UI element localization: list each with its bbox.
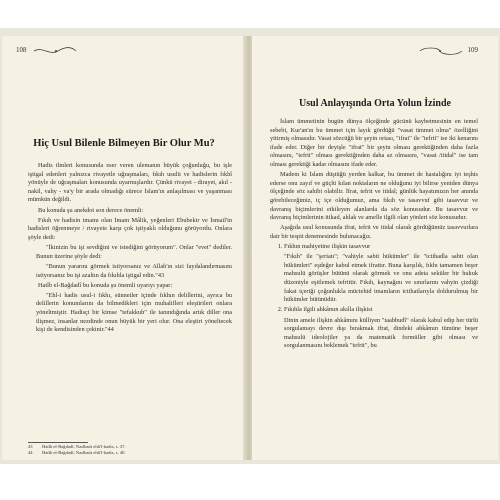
- quote-paragraph: "Ehl-i hadis usul-i fıkhı, sünnetler içinde fıkhın delillerini, ayrıca bu delillerin konumlarını da bilmedikleri için muhalifleri eleştirileri onlara yöneltmiştir. Hadisçi bir kimse "tefakkuh" ile tanındığında artık diller ona ilişmez, insanlar nezdinde onun büyük bir yeri olur. Ona eleştiri yöneltecek kişi de kendisinden çekinir."44: [36, 291, 232, 334]
- paragraph: İslam ümmetinin bugün dünya ölçeğinde gücünü kaybetmesinin en temel sebebi, Kur'an'ın bu ümmet için layık gördüğü "vasat ümmet olma" özelliğini yitirmiş olmasıdır. Vasat sözcüğü bir şeyin ortası, "ifrat" ile "tefrit" ise iki kenarını ifade eder. Diğer bir deyişle "ifrat" bir şeyin olması gerektiğinden daha fazla olmasını, "tefrit" olması gerektiğinden daha az olmasını, "vasat /itidal" ise tam olması gerektiği kadar olmasını ifade eder.: [270, 118, 478, 168]
- footnote-number: 44: [28, 449, 33, 455]
- quote-paragraph: "İkinizin bu işi sevdiğini ve istediğini görüyorum". Onlar "evet" dediler. Bunun üzerine şöyle dedi:: [36, 244, 232, 260]
- ornament-flourish-icon: [418, 45, 464, 57]
- open-book: [0, 28, 500, 464]
- paragraph: Fıkıh ve hadisin imamı olan İmam Mâlik, yeğenleri Ebubekir ve İsmail'in hadisleri öğrenmeye / rivayete karşı çok iştiyaklı olduğunu görüyordu. Onlara şöyle dedi:: [28, 216, 232, 241]
- ornament-flourish-icon: [32, 45, 78, 57]
- page-number-left: 108: [16, 46, 27, 54]
- paragraph: Hatîb el-Bağdadî bu konuda şu önemli uyarıyı yapar:: [38, 281, 173, 289]
- left-page: [2, 36, 246, 460]
- page-title-right: Usul Anlayışında Orta Yolun İzinde: [299, 98, 451, 109]
- page-number-right: 109: [467, 46, 478, 54]
- footnote-number: 43: [28, 444, 33, 449]
- footnote-text: Hatîb el-Bağdadî, Nasîhatü ehli'l-hadis, s. 37.: [42, 444, 126, 449]
- footnote: [28, 450, 232, 456]
- body-text-left: [28, 162, 232, 336]
- footnote-text: Hatîb el-Bağdadî, Nasîhatü ehli'l-hadis, s. 40.: [42, 449, 126, 455]
- paragraph: Bu konuda şu anekdot son derece önemli:: [38, 206, 144, 214]
- list-item: 1. Fıkhın mahiyetine ilişkin tasavvur: [284, 243, 478, 252]
- quote-paragraph: "Bunun yararını görmek istiyorsanız ve Allah'ın sizi faydalandırmasını istiyorsanız bu işi azaltın da fıkıhla iştigal edin."43: [36, 262, 232, 279]
- numbered-list: [270, 306, 478, 315]
- paragraph: Dinin amele ilişkin ahkâmını külliyen "taabbudî" olarak kabul edip her türlü sorgulamayı devre dışı bırakmak ifrat, dindeki ahkâmın tümüne beşer mahsulü ideolojiler ya da matematik formüller gibi olması ve sorgulanmasını beklemek "tefrit", bu: [284, 316, 478, 350]
- page-title-left: Hiç Usul Bilenle Bilmeyen Bir Olur Mu?: [33, 138, 215, 149]
- numbered-list: [270, 243, 478, 252]
- paragraph: Madem ki İslam düştüğü yerden kalkar, bu ümmet de hastalığını iyi teşhis ederse onu zayıf ve güçlü kılan noktaların ne olduğunu iyi bilirse yeniden dünya ölçeğinde söz sahibi olabilir. İfrat, tefrit ve itidal; günlük hayatımızın her anında görebileceğimiz, iç içe olduğumuz, ama fıkıh ve tasavvuf gibi tasavvur ve davranış biçimlerini etkileyen alanlarda da söz konusudur. Bu tasavvur ve davranış biçimlerinin itikad, ahlak ve amelle ilgili olan yönleri söz konusudur.: [270, 171, 478, 222]
- paragraph: Hadis ilmleri konusunda eser veren ulemanın büyük çoğunluğu, bu işle iştigal edenleri yalnızca rivayetle uğraşmaları, fıkıh usulü ve hadislerin fıkhî yönüyle de uğraşmaları konusunda uyarmışlardır. Çünkü rivayet - dirayet, akıl - nakil, vahy - va'y bir arada olmadığı sürece İslam'ın anlaşılması ve yaşanması mümkün değildi.: [28, 162, 232, 204]
- paragraph: Aşağıda usul konusunda ifrat, tefrit ve itidal olarak gördüğümüz tasavvurlara dair bir tespit denemesinde bulunacağız.: [270, 224, 478, 240]
- footnotes: [28, 444, 232, 456]
- body-text-right: [270, 118, 478, 353]
- list-item: 2. Fıkıhla ilgili ahkâmın akılla ilişkisi: [284, 306, 478, 315]
- footnote-divider: [28, 442, 88, 443]
- right-page: [252, 36, 498, 460]
- paragraph: "Fıkıh" ile "şeriatı"; "vahiyle sabit hükümler" ile "ictihadla sabit olan hükümleri" eşdeğer kabul etmek ifrattır. Buna karşılık, fıkhı tamamen beşer mahsulü görüşler bütünü olarak görmek ve onu adeta seküler bir hukuk düzeniyle eşitlemek tefrittir. Fıkıh, kaynağını ve sınırlarını vahyin çizdiği fakat içeriği çoğunlukla müctehid imamların ictihatlarıyla doldurulmuş bir hükümler bütünüdür.: [284, 253, 478, 304]
